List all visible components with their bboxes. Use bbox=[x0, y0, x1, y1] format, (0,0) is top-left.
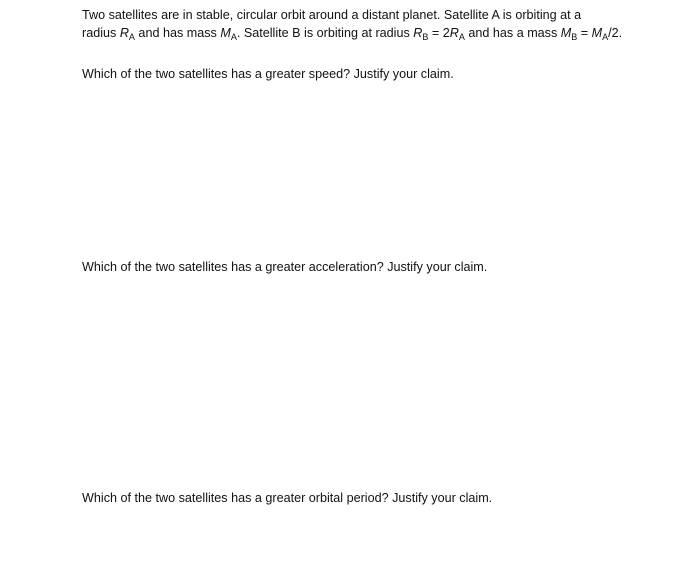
question-acceleration: Which of the two satellites has a greater acceleration? Justify your claim. bbox=[82, 260, 488, 274]
radius-a-symbol: $R_A$ bbox=[119, 26, 135, 42]
answer-space-speed bbox=[82, 88, 642, 248]
answer-space-orbital-period bbox=[82, 512, 642, 557]
answer-space-acceleration bbox=[82, 282, 642, 477]
problem-line-2: radius $R_A$ and has mass $M_A$. Satellite B is orbiting at radius $R_B = 2R_A$ and has a mass $M_B = M_A/2$. bbox=[82, 26, 623, 42]
mass-a-symbol: $M_A$ bbox=[220, 26, 237, 42]
mass-a-symbol-2: $M_A$ bbox=[591, 26, 609, 42]
radius-b-symbol: $R_B$ bbox=[413, 26, 429, 42]
radius-a-symbol-2: $R_A$ bbox=[449, 26, 465, 42]
question-orbital-period: Which of the two satellites has a greater orbital period? Justify your claim. bbox=[82, 491, 493, 505]
problem-statement bbox=[82, 6, 642, 42]
question-speed: Which of the two satellites has a greater speed? Justify your claim. bbox=[82, 67, 454, 81]
mass-b-symbol: $M_B$ bbox=[560, 26, 578, 42]
problem-line-1: Two satellites are in stable, circular orbit around a distant planet. Satellite A is orbiting at a bbox=[82, 8, 582, 22]
